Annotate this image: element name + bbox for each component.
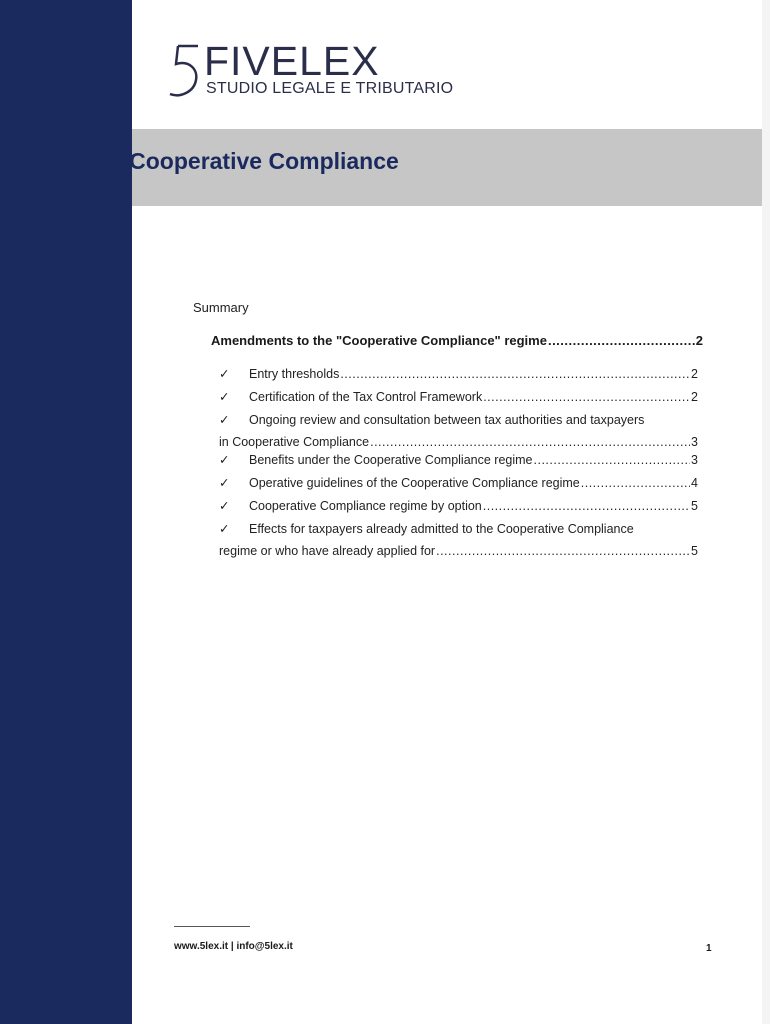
toc-leader-dots (548, 333, 695, 348)
summary-label: Summary (193, 300, 249, 315)
toc-entry[interactable] (219, 363, 698, 385)
toc-entry-page: 2 (691, 367, 698, 381)
footer-contact: www.5lex.it | info@5lex.it (174, 941, 293, 952)
toc-entry-page: 3 (691, 453, 698, 467)
toc-entry-page: 2 (691, 390, 698, 404)
footnote-rule (174, 926, 250, 927)
toc-entry[interactable] (219, 449, 698, 471)
toc-main-entry-page: 2 (695, 333, 703, 348)
logo-mark-icon (168, 42, 202, 100)
toc-entry-text-continued: regime or who have already applied for (219, 544, 436, 558)
toc-main-entry-text: Amendments to the "Cooperative Compliance" regime (211, 333, 547, 348)
logo-tagline: STUDIO LEGALE E TRIBUTARIO (206, 80, 454, 97)
check-icon: ✓ (219, 476, 230, 490)
toc-entry-page: 3 (691, 435, 698, 449)
check-icon: ✓ (219, 522, 230, 536)
toc-main-entry[interactable] (211, 333, 703, 348)
toc-entry-text: Ongoing review and consultation between tax authorities and taxpayers (249, 413, 645, 427)
toc-leader-dots (483, 386, 690, 408)
toc-leader-dots (534, 449, 691, 471)
check-icon: ✓ (219, 367, 230, 381)
toc-entry[interactable] (219, 472, 698, 494)
toc-entry[interactable] (219, 386, 698, 408)
toc-leader-dots (436, 540, 690, 562)
toc-leader-dots (581, 472, 690, 494)
check-icon: ✓ (219, 499, 230, 513)
toc-leader-dots (340, 363, 690, 385)
toc-entry-text: Benefits under the Cooperative Compliance regime (249, 453, 533, 467)
toc-entry[interactable] (219, 409, 698, 453)
logo-name: FIVELEX (204, 38, 380, 84)
toc-leader-dots (483, 495, 690, 517)
toc-entry-text: Effects for taxpayers already admitted to the Cooperative Compliance (249, 522, 634, 536)
toc-entry-text: Operative guidelines of the Cooperative Compliance regime (249, 476, 580, 490)
toc-entry-page: 5 (691, 499, 698, 513)
check-icon: ✓ (219, 453, 230, 467)
toc-entry-text-continued: in Cooperative Compliance (219, 435, 370, 449)
toc-entry-text: Cooperative Compliance regime by option (249, 499, 482, 513)
check-icon: ✓ (219, 413, 230, 427)
toc-entry-page: 5 (691, 544, 698, 558)
toc-entry-text: Entry thresholds (249, 367, 340, 381)
page-title: Tax | Cooperative Compliance (72, 148, 399, 174)
toc-entry[interactable] (219, 518, 698, 562)
page-edge (762, 0, 770, 1024)
toc-entry-page: 4 (691, 476, 698, 490)
toc-entry-text: Certification of the Tax Control Framework (249, 390, 483, 404)
page-number: 1 (706, 943, 712, 954)
toc-entry[interactable] (219, 495, 698, 517)
check-icon: ✓ (219, 390, 230, 404)
fivelex-logo (168, 38, 454, 102)
